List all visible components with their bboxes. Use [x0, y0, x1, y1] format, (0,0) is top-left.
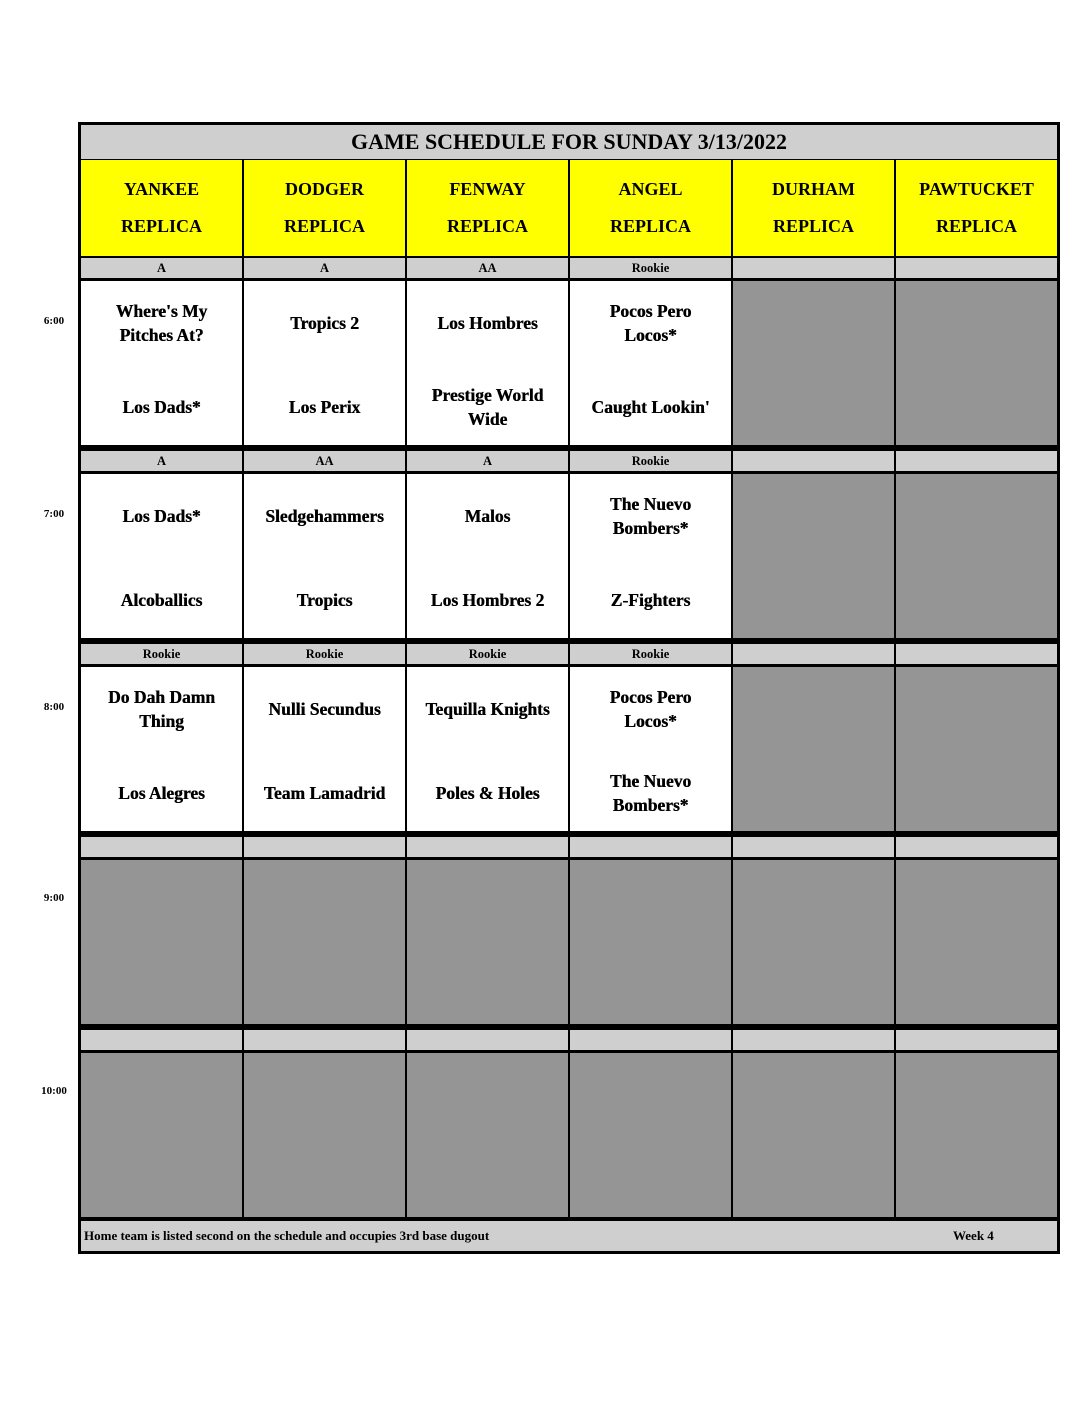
empty-cell — [896, 474, 1057, 638]
time-label: 7:00 — [43, 508, 65, 520]
level-band: AA — [244, 451, 405, 471]
level-band — [81, 1030, 242, 1050]
level-band — [244, 837, 405, 857]
away-team: Do Dah Damn Thing — [108, 687, 215, 731]
level-band — [407, 837, 568, 857]
empty-cell — [570, 1053, 731, 1217]
away-team: Los Dads* — [122, 506, 201, 526]
away-team: Malos — [464, 506, 511, 526]
field-subtitle: REPLICA — [446, 216, 528, 236]
field-name: ANGEL — [618, 179, 683, 199]
field-header-yankee — [81, 160, 242, 256]
empty-cell — [896, 1053, 1057, 1217]
away-team: Tequilla Knights — [425, 699, 550, 719]
empty-cell — [81, 860, 242, 1024]
empty-cell — [407, 1053, 568, 1217]
field-subtitle: REPLICA — [283, 216, 365, 236]
away-team: Pocos Pero Locos* — [609, 687, 692, 731]
level-band — [570, 837, 731, 857]
field-name: DURHAM — [772, 179, 855, 199]
empty-cell — [733, 667, 894, 831]
empty-cell — [733, 1053, 894, 1217]
home-team: Los Perix — [288, 397, 361, 417]
empty-cell — [570, 860, 731, 1024]
field-header-pawtucket — [896, 160, 1057, 256]
game-cell — [570, 667, 731, 831]
field-header-fenway — [407, 160, 568, 256]
game-cell — [244, 667, 405, 831]
level-band: A — [407, 451, 568, 471]
level-band — [733, 451, 894, 471]
away-team: Nulli Secundus — [268, 699, 381, 719]
game-cell — [570, 281, 731, 445]
level-band: A — [244, 258, 405, 278]
level-band — [407, 1030, 568, 1050]
away-team: Sledgehammers — [265, 506, 384, 526]
level-band: Rookie — [407, 644, 568, 664]
home-team: Los Alegres — [118, 783, 205, 803]
empty-cell — [733, 474, 894, 638]
level-band — [570, 1030, 731, 1050]
level-band — [733, 837, 894, 857]
home-team: Los Hombres 2 — [430, 590, 545, 610]
time-label: 6:00 — [43, 315, 65, 327]
level-band: Rookie — [570, 644, 731, 664]
home-team: Z-Fighters — [610, 590, 691, 610]
field-name: FENWAY — [449, 179, 526, 199]
game-cell — [244, 281, 405, 445]
level-band: AA — [407, 258, 568, 278]
away-team: The Nuevo Bombers* — [609, 494, 692, 538]
field-header-angel — [570, 160, 731, 256]
schedule-table — [78, 122, 1060, 1254]
level-band — [896, 258, 1057, 278]
home-team: Caught Lookin' — [591, 397, 710, 417]
away-team: Los Hombres — [437, 313, 538, 333]
time-label: 8:00 — [43, 701, 65, 713]
week-label: Week 4 — [953, 1228, 994, 1243]
game-cell — [407, 667, 568, 831]
home-team: Tropics — [296, 590, 353, 610]
empty-cell — [81, 1053, 242, 1217]
field-name: YANKEE — [123, 179, 200, 199]
game-cell — [407, 474, 568, 638]
away-team: Where's My Pitches At? — [115, 301, 208, 345]
field-subtitle: REPLICA — [772, 216, 854, 236]
game-cell — [570, 474, 731, 638]
empty-cell — [733, 281, 894, 445]
empty-cell — [896, 667, 1057, 831]
level-band — [244, 1030, 405, 1050]
home-team: Prestige World Wide — [431, 385, 544, 429]
field-header-dodger — [244, 160, 405, 256]
away-team: Pocos Pero Locos* — [609, 301, 692, 345]
footer-note: Home team is listed second on the schedule and occupies 3rd base dugout — [84, 1228, 490, 1243]
game-cell — [81, 281, 242, 445]
field-name: DODGER — [284, 179, 364, 199]
field-subtitle: REPLICA — [935, 216, 1017, 236]
field-name: PAWTUCKET — [919, 179, 1034, 199]
footer-bar — [81, 1221, 1057, 1251]
home-team: The Nuevo Bombers* — [609, 771, 692, 815]
home-team: Los Dads* — [122, 397, 201, 417]
level-band — [733, 258, 894, 278]
away-team: Tropics 2 — [290, 313, 359, 333]
level-band — [733, 644, 894, 664]
empty-cell — [244, 1053, 405, 1217]
level-band — [896, 837, 1057, 857]
level-band — [896, 644, 1057, 664]
level-band: Rookie — [570, 258, 731, 278]
home-team: Poles & Holes — [435, 783, 540, 803]
level-band: Rookie — [244, 644, 405, 664]
empty-cell — [733, 860, 894, 1024]
field-subtitle: REPLICA — [609, 216, 691, 236]
level-band — [896, 1030, 1057, 1050]
field-subtitle: REPLICA — [120, 216, 202, 236]
level-band — [733, 1030, 894, 1050]
level-band — [896, 451, 1057, 471]
game-cell — [407, 281, 568, 445]
level-band: A — [81, 451, 242, 471]
level-band — [81, 837, 242, 857]
empty-cell — [244, 860, 405, 1024]
game-cell — [81, 474, 242, 638]
level-band: A — [81, 258, 242, 278]
empty-cell — [896, 281, 1057, 445]
game-cell — [81, 667, 242, 831]
empty-cell — [407, 860, 568, 1024]
time-label: 10:00 — [41, 1085, 67, 1097]
time-label: 9:00 — [43, 892, 65, 904]
schedule-title: GAME SCHEDULE FOR SUNDAY 3/13/2022 — [81, 125, 1057, 159]
empty-cell — [896, 860, 1057, 1024]
home-team: Team Lamadrid — [263, 783, 386, 803]
field-header-durham — [733, 160, 894, 256]
game-cell — [244, 474, 405, 638]
level-band: Rookie — [81, 644, 242, 664]
home-team: Alcoballics — [120, 590, 203, 610]
level-band: Rookie — [570, 451, 731, 471]
